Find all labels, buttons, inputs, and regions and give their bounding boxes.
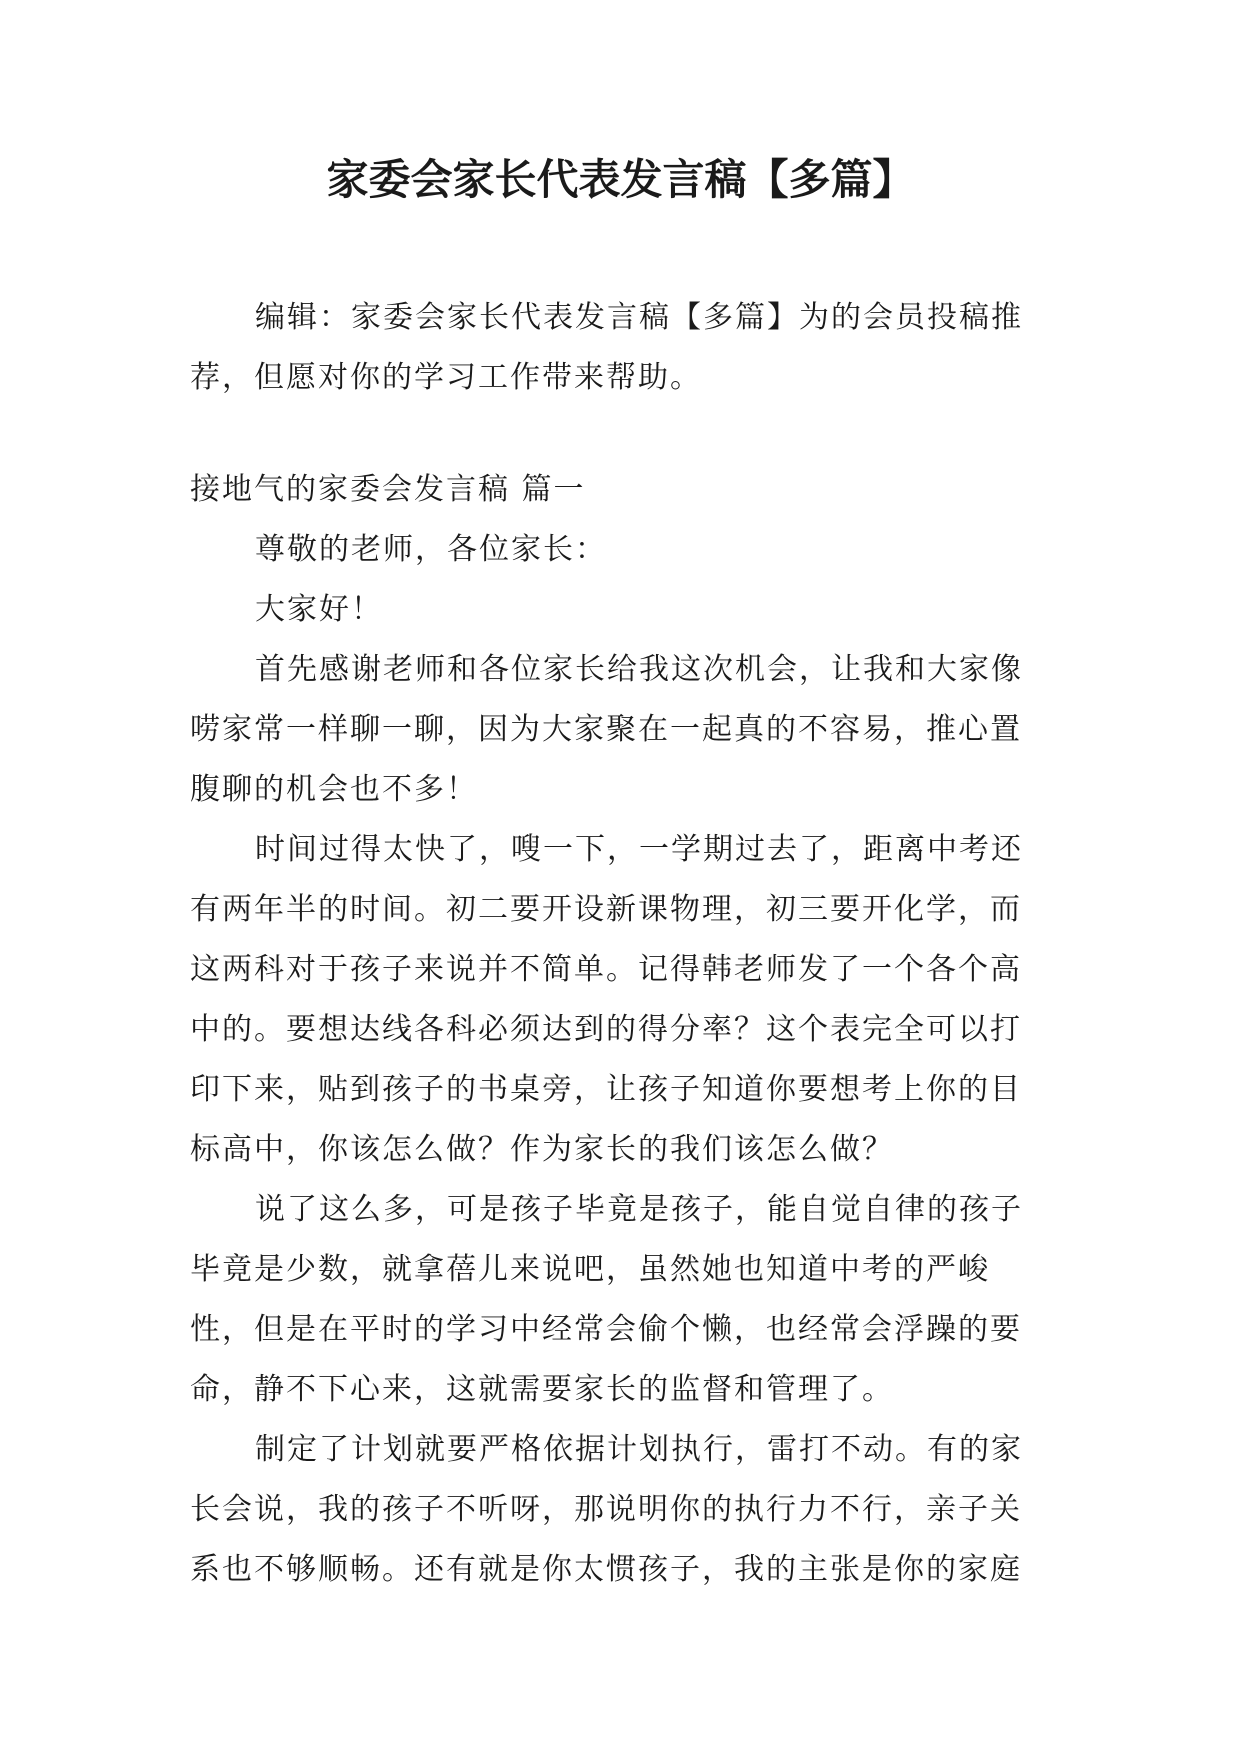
section-block <box>190 460 1050 1600</box>
document-title: 家委会家长代表发言稿【多篇】 <box>326 155 915 204</box>
intro-block <box>190 288 1050 408</box>
paragraph-supervision: 说了这么多，可是孩子毕竟是孩子，能自觉自律的孩子毕竟是少数，就拿蓓儿来说吧，虽然她也知道中考的严峻性，但是在平时的学习中经常会偷个懒，也经常会浮躁的要命，静不下心来，这就需要家长的监督和管理了。 <box>190 1192 1023 1407</box>
paragraph-thanks: 首先感谢老师和各位家长给我这次机会，让我和大家像唠家常一样聊一聊，因为大家聚在一起真的不容易，推心置腹聊的机会也不多！ <box>190 652 1023 807</box>
paragraph-greeting: 大家好！ <box>255 592 383 627</box>
intro-paragraph: 编辑：家委会家长代表发言稿【多篇】为的会员投稿推荐，但愿对你的学习工作带来帮助。 <box>190 300 1023 395</box>
paragraph-salutation: 尊敬的老师，各位家长： <box>255 532 607 567</box>
paragraph-plan: 制定了计划就要严格依据计划执行，雷打不动。有的家长会说，我的孩子不听呀，那说明你的执行力不行，亲子关系也不够顺畅。还有就是你太惯孩子，我的主张是你的家庭 <box>190 1432 1023 1587</box>
section-heading: 接地气的家委会发言稿 篇一 <box>190 472 586 507</box>
paragraph-time: 时间过得太快了，嗖一下，一学期过去了，距离中考还有两年半的时间。初二要开设新课物理，初三要开化学，而这两科对于孩子来说并不简单。记得韩老师发了一个各个高中的。要想达线各科必须达到的得分率？这个表完全可以打印下来，贴到孩子的书桌旁，让孩子知道你要想考上你的目标高中，你该怎么做？作为家长的我们该怎么做？ <box>190 832 1023 1167</box>
